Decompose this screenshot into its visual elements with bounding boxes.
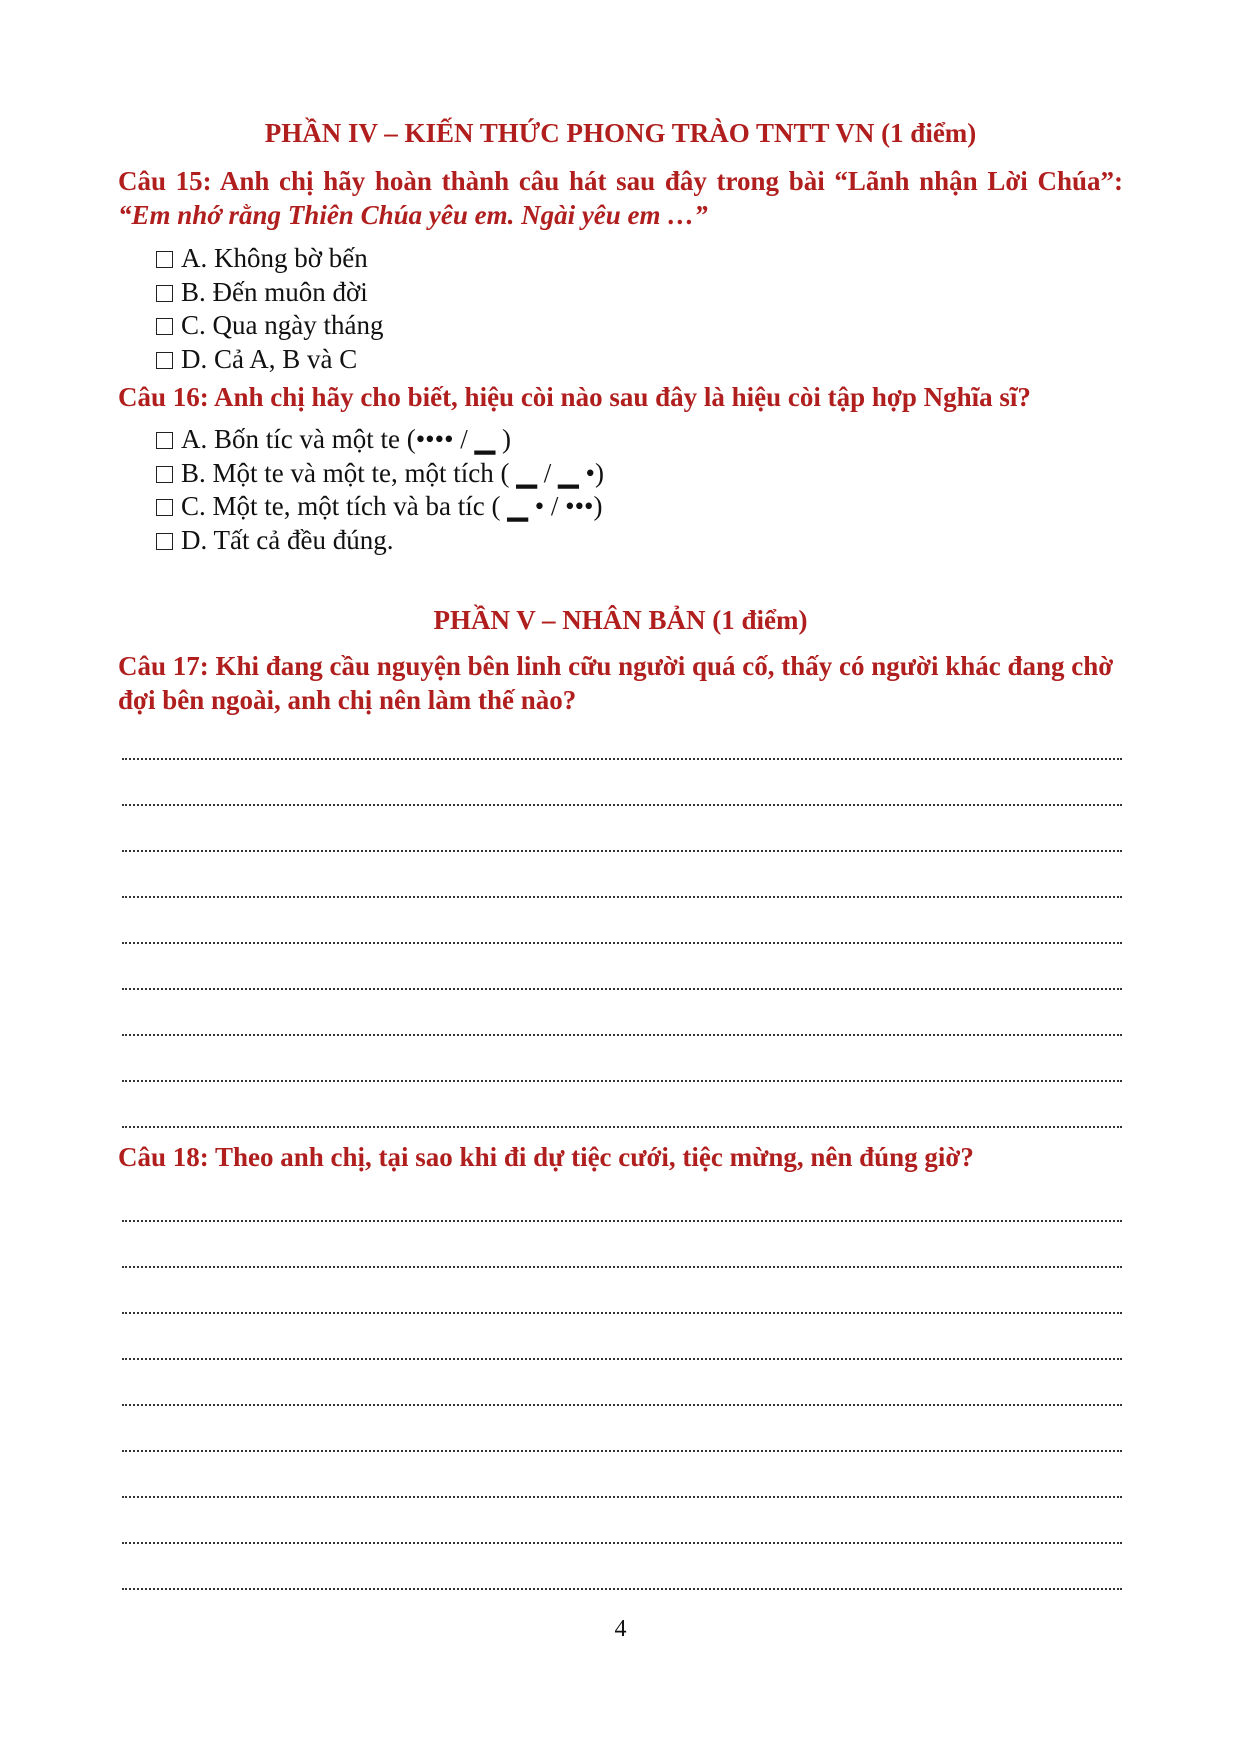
answer-line[interactable]: [122, 852, 1122, 898]
option-16a[interactable]: [156, 423, 604, 457]
question-15-text: Câu 15: Anh chị hãy hoàn thành câu hát sau đây trong bài “Lãnh nhận Lời Chúa”:: [118, 166, 1123, 196]
answer-line[interactable]: [122, 1036, 1122, 1082]
answer-line[interactable]: [122, 1498, 1122, 1544]
question-17-prompt: Câu 17: Khi đang cầu nguyện bên linh cữu người quá cố, thấy có người khác đang chờ đợi bên ngoài, anh chị nên làm thế nào?: [118, 651, 1114, 715]
option-label: C. Qua ngày tháng: [181, 310, 384, 340]
option-15d[interactable]: [156, 343, 383, 377]
option-label: A. Không bờ bến: [181, 243, 368, 273]
checkbox[interactable]: [156, 318, 173, 335]
answer-line[interactable]: [122, 1452, 1122, 1498]
option-16c[interactable]: [156, 490, 604, 524]
option-15c[interactable]: [156, 309, 383, 343]
answer-line[interactable]: [122, 1314, 1122, 1360]
question-15-quote: “Em nhớ rằng Thiên Chúa yêu em. Ngài yêu em …”: [118, 200, 708, 230]
checkbox[interactable]: [156, 432, 173, 449]
answer-line[interactable]: [122, 1360, 1122, 1406]
question-16-options: [156, 423, 604, 557]
checkbox[interactable]: [156, 533, 173, 550]
option-label: C. Một te, một tích và ba tíc ( ▁ • / •••): [181, 491, 603, 521]
checkbox[interactable]: [156, 466, 173, 483]
checkbox[interactable]: [156, 251, 173, 268]
answer-line[interactable]: [122, 1544, 1122, 1590]
answer-line[interactable]: [122, 806, 1122, 852]
answer-line[interactable]: [122, 944, 1122, 990]
answer-line[interactable]: [122, 1406, 1122, 1452]
answer-line[interactable]: [122, 760, 1122, 806]
option-16d[interactable]: [156, 524, 604, 558]
question-17-answer-area[interactable]: [122, 710, 1122, 1128]
checkbox[interactable]: [156, 499, 173, 516]
option-label: B. Một te và một te, một tích ( ▁ / ▁ •): [181, 457, 604, 488]
option-label: B. Đến muôn đời: [181, 276, 368, 307]
answer-line[interactable]: [122, 1222, 1122, 1268]
checkbox[interactable]: [156, 352, 173, 369]
option-label: D. Cả A, B và C: [181, 343, 358, 374]
question-15-options: [156, 242, 383, 376]
answer-line[interactable]: [122, 898, 1122, 944]
question-15-prompt: [118, 164, 1123, 232]
section-4-heading: PHẦN IV – KIẾN THỨC PHONG TRÀO TNTT VN (1 điểm): [264, 118, 977, 148]
section-5-heading: PHẦN V – NHÂN BẢN (1 điểm): [433, 605, 808, 635]
page-number: 4: [614, 1616, 627, 1642]
option-16b[interactable]: [156, 457, 604, 491]
option-label: A. Bốn tíc và một te (•••• / ▁ ): [181, 424, 512, 454]
answer-line[interactable]: [122, 1082, 1122, 1128]
answer-line[interactable]: [122, 1172, 1122, 1222]
question-16-prompt: Câu 16: Anh chị hãy cho biết, hiệu còi nào sau đây là hiệu còi tập hợp Nghĩa sĩ?: [118, 382, 1031, 412]
option-15b[interactable]: [156, 276, 383, 310]
option-15a[interactable]: [156, 242, 383, 276]
answer-line[interactable]: [122, 990, 1122, 1036]
checkbox[interactable]: [156, 285, 173, 302]
question-18-prompt: Câu 18: Theo anh chị, tại sao khi đi dự tiệc cưới, tiệc mừng, nên đúng giờ?: [118, 1142, 974, 1172]
answer-line[interactable]: [122, 1268, 1122, 1314]
option-label: D. Tất cả đều đúng.: [181, 524, 394, 555]
question-18-answer-area[interactable]: [122, 1172, 1122, 1590]
answer-line[interactable]: [122, 710, 1122, 760]
